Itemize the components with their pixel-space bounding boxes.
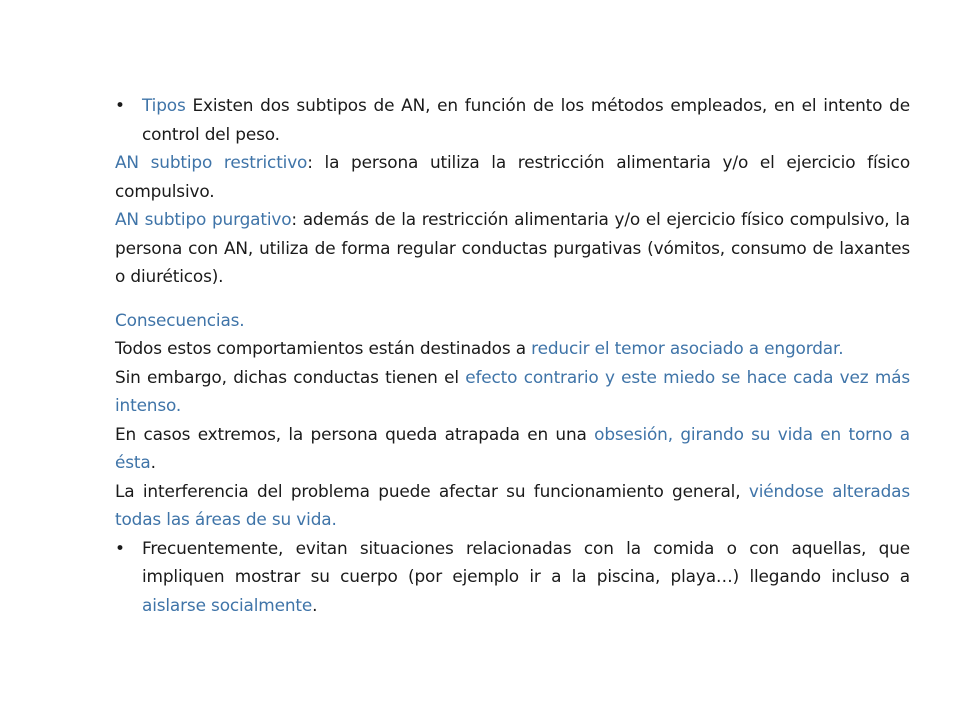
paragraph-consecuencias-heading: [115, 306, 910, 335]
efecto-text: Sin embargo, dichas conductas tienen el: [115, 366, 466, 387]
slide-body: [115, 91, 910, 619]
interferencia-text: La interferencia del problema puede afectar su funcionamiento general,: [115, 480, 749, 501]
efecto-highlight: efecto contrario y este miedo se hace cada vez más intenso.: [115, 366, 910, 415]
consecuencias-heading: Consecuencias.: [115, 309, 245, 330]
purgativo-text: : además de la restricción alimentaria y/o el ejercicio físico compulsivo, la persona con AN, utiliza de forma regular conductas purgativas (vómitos, consumo de laxantes o diuréticos).: [115, 209, 910, 286]
temor-text: Todos estos comportamientos están destinados a: [115, 338, 532, 358]
obsesion-highlight: obsesión, girando su vida en torno a ésta: [115, 423, 910, 472]
aislarse-highlight: aislarse socialmente: [142, 594, 313, 615]
paragraph-purgativo: [115, 205, 910, 291]
bullet-tipos: [115, 91, 910, 148]
paragraph-efecto: [115, 363, 910, 420]
restrictivo-text: : la persona utiliza la restricción alimentaria y/o el ejercicio físico compulsivo.: [115, 152, 910, 201]
paragraph-interferencia: [115, 477, 910, 534]
paragraph-obsesion: [115, 420, 910, 477]
bullet-frecuentemente: [115, 534, 910, 620]
tipos-label: Tipos: [142, 95, 186, 115]
paragraph-temor: [115, 334, 910, 363]
restrictivo-label: AN subtipo restrictivo: [115, 152, 308, 172]
frecuentemente-text: Frecuentemente, evitan situaciones relacionadas con la comida o con aquellas, que impliquen mostrar su cuerpo (por ejemplo ir a la piscina, playa…) llegando incluso a: [142, 537, 910, 586]
tipos-text: Existen dos subtipos de AN, en función de los métodos empleados, en el intento de control del peso.: [142, 95, 910, 144]
obsesion-end: .: [150, 452, 156, 472]
obsesion-text: En casos extremos, la persona queda atrapada en una: [115, 423, 595, 444]
paragraph-restrictivo: [115, 148, 910, 205]
purgativo-label: AN subtipo purgativo: [115, 209, 292, 229]
frecuentemente-end: .: [312, 594, 318, 615]
interferencia-highlight: viéndose alteradas todas las áreas de su vida.: [115, 480, 910, 529]
temor-highlight: reducir el temor asociado a engordar.: [531, 338, 844, 358]
